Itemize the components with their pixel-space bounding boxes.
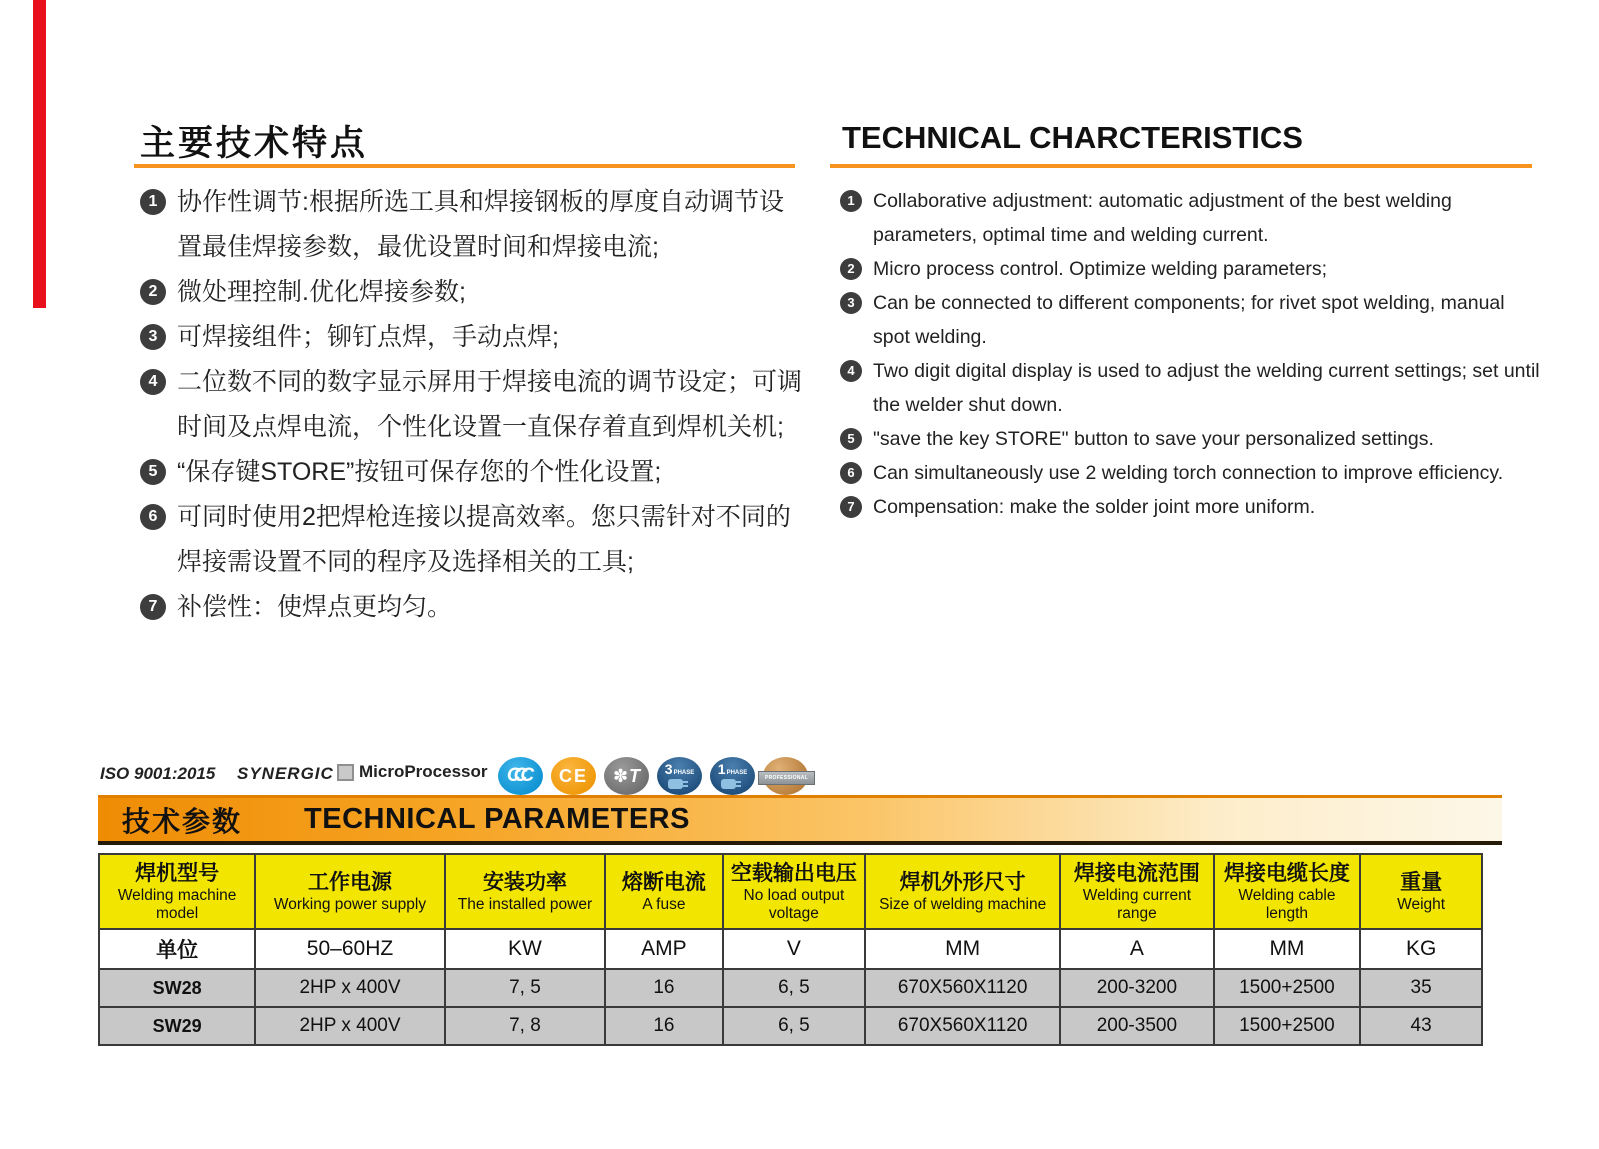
- value-cell: 670X560X1120: [865, 1007, 1060, 1045]
- title-underline-left: [134, 164, 795, 168]
- feature-item-en-7: [840, 490, 1540, 524]
- header-cell: 重量 Weight: [1360, 854, 1482, 929]
- feature-item-en-5: [840, 422, 1540, 456]
- feature-item-zh-4: [140, 360, 805, 450]
- feature-item-zh-2: [140, 270, 805, 315]
- feature-text: Can simultaneously use 2 welding torch connection to improve efficiency.: [873, 462, 1504, 484]
- value-cell: 200-3200: [1060, 969, 1214, 1007]
- unit-cell: MM: [1214, 929, 1361, 969]
- feature-list-zh: [140, 180, 805, 630]
- feature-text: Can be connected to different components; for rivet spot welding, manual spot welding.: [873, 292, 1505, 348]
- feature-text: 微处理控制.优化焊接参数;: [177, 278, 466, 306]
- unit-cell: A: [1060, 929, 1214, 969]
- item-number-icon: 2: [840, 258, 862, 280]
- feature-text: 可焊接组件；铆钉点焊，手动点焊;: [177, 323, 559, 351]
- header-cell: 熔断电流 A fuse: [605, 854, 723, 929]
- chip-icon: [337, 764, 354, 781]
- unit-cell: AMP: [605, 929, 723, 969]
- feature-item-zh-7: [140, 585, 805, 630]
- unit-cell: V: [723, 929, 865, 969]
- value-cell: 670X560X1120: [865, 969, 1060, 1007]
- feature-item-en-4: [840, 354, 1540, 422]
- one-phase-badge-icon: 1 PHASE: [710, 757, 755, 795]
- item-number-icon: 5: [140, 459, 166, 485]
- feature-item-en-1: [840, 184, 1540, 252]
- feature-item-zh-3: [140, 315, 805, 360]
- item-number-icon: 1: [140, 189, 166, 215]
- feature-list-en: [840, 184, 1540, 524]
- banner-title-en: TECHNICAL PARAMETERS: [304, 803, 690, 835]
- value-cell: 16: [605, 1007, 723, 1045]
- value-cell: 2HP x 400V: [255, 969, 444, 1007]
- feature-text: 二位数不同的数字显示屏用于焊接电流的调节设定；可调时间及点焊电流，个性化设置一直保存着直到焊机关机;: [177, 368, 803, 441]
- ce-badge-icon: CE: [551, 757, 596, 795]
- value-cell: 6, 5: [723, 969, 865, 1007]
- feature-text: Two digit digital display is used to adjust the welding current settings; set until the welder shut down.: [873, 360, 1540, 416]
- feature-text: 补偿性：使焊点更均匀。: [177, 593, 453, 621]
- value-cell: 2HP x 400V: [255, 1007, 444, 1045]
- unit-cell: 50–60HZ: [255, 929, 444, 969]
- value-cell: 16: [605, 969, 723, 1007]
- value-cell: 1500+2500: [1214, 1007, 1361, 1045]
- fan-icon: ✽: [612, 766, 629, 786]
- feature-item-en-2: [840, 252, 1540, 286]
- value-cell: 1500+2500: [1214, 969, 1361, 1007]
- item-number-icon: 1: [840, 190, 862, 212]
- feature-item-zh-5: [140, 450, 805, 495]
- feature-item-zh-1: [140, 180, 805, 270]
- header-cell: 安装功率 The installed power: [445, 854, 605, 929]
- synergic-label: SYNERGIC: [237, 764, 334, 783]
- value-cell: 6, 5: [723, 1007, 865, 1045]
- plug-icon: [721, 779, 736, 789]
- value-cell: 7, 5: [445, 969, 605, 1007]
- header-cell: 焊机型号 Welding machine model: [99, 854, 255, 929]
- feature-text: 可同时使用2把焊枪连接以提高效率。您只需针对不同的焊接需设置不同的程序及选择相关的工具;: [177, 503, 791, 576]
- header-cell: 工作电源 Working power supply: [255, 854, 444, 929]
- feature-item-zh-6: [140, 495, 805, 585]
- feature-item-en-6: [840, 456, 1540, 490]
- banner-title-zh: 技术参数: [122, 805, 243, 837]
- plug-icon: [668, 779, 683, 789]
- value-cell: 35: [1360, 969, 1482, 1007]
- header-cell: 焊机外形尺寸 Size of welding machine: [865, 854, 1060, 929]
- cooling-fan-badge-icon: ✽ T: [604, 757, 649, 795]
- feature-text: "save the key STORE" button to save your personalized settings.: [873, 428, 1434, 450]
- feature-item-en-3: [840, 286, 1540, 354]
- header-cell: 焊接电缆长度 Welding cable length: [1214, 854, 1361, 929]
- item-number-icon: 6: [840, 462, 862, 484]
- item-number-icon: 6: [140, 504, 166, 530]
- header-cell: 焊接电流范围 Welding current range: [1060, 854, 1214, 929]
- model-cell: SW28: [99, 969, 255, 1007]
- features-title-en: TECHNICAL CHARCTERISTICS: [842, 120, 1303, 155]
- unit-cell: MM: [865, 929, 1060, 969]
- model-cell: SW29: [99, 1007, 255, 1045]
- red-accent-bar: [33, 0, 46, 308]
- features-title-zh: 主要技术特点: [140, 124, 369, 163]
- feature-text: Compensation: make the solder joint more uniform.: [873, 496, 1316, 518]
- value-cell: 200-3500: [1060, 1007, 1214, 1045]
- technical-parameters-table: [98, 853, 1483, 1046]
- ccc-badge-icon: CCC: [498, 757, 543, 795]
- three-phase-badge-icon: 3 PHASE: [657, 757, 702, 795]
- table-row-sw29: [99, 1007, 1482, 1045]
- table-header-row: [99, 854, 1482, 929]
- feature-text: 协作性调节:根据所选工具和焊接钢板的厚度自动调节设置最佳焊接参数，最优设置时间和焊接电流;: [177, 188, 784, 261]
- feature-text: Micro process control. Optimize welding parameters;: [873, 258, 1328, 280]
- feature-text: Collaborative adjustment: automatic adjustment of the best welding parameters, optimal time and welding current.: [873, 190, 1452, 246]
- item-number-icon: 5: [840, 428, 862, 450]
- microprocessor-label: MicroProcessor: [359, 762, 488, 781]
- item-number-icon: 4: [840, 360, 862, 382]
- unit-cell: KG: [1360, 929, 1482, 969]
- value-cell: 43: [1360, 1007, 1482, 1045]
- title-underline-right: [830, 164, 1532, 168]
- item-number-icon: 3: [140, 324, 166, 350]
- professional-badge-icon: PROFESSIONAL: [763, 757, 808, 795]
- header-cell: 空载输出电压 No load output voltage: [723, 854, 865, 929]
- certification-badges: [498, 757, 808, 795]
- unit-cell: KW: [445, 929, 605, 969]
- item-number-icon: 7: [140, 594, 166, 620]
- microprocessor-label-group: [337, 762, 488, 782]
- feature-text: “保存键STORE”按钮可保存您的个性化设置;: [177, 458, 662, 486]
- parameters-banner: [98, 795, 1502, 845]
- iso-certification-label: ISO 9001:2015: [100, 764, 216, 783]
- table-unit-row: [99, 929, 1482, 969]
- item-number-icon: 2: [140, 279, 166, 305]
- unit-cell: 单位: [99, 929, 255, 969]
- value-cell: 7, 8: [445, 1007, 605, 1045]
- table-row-sw28: [99, 969, 1482, 1007]
- item-number-icon: 7: [840, 496, 862, 518]
- item-number-icon: 3: [840, 292, 862, 314]
- item-number-icon: 4: [140, 369, 166, 395]
